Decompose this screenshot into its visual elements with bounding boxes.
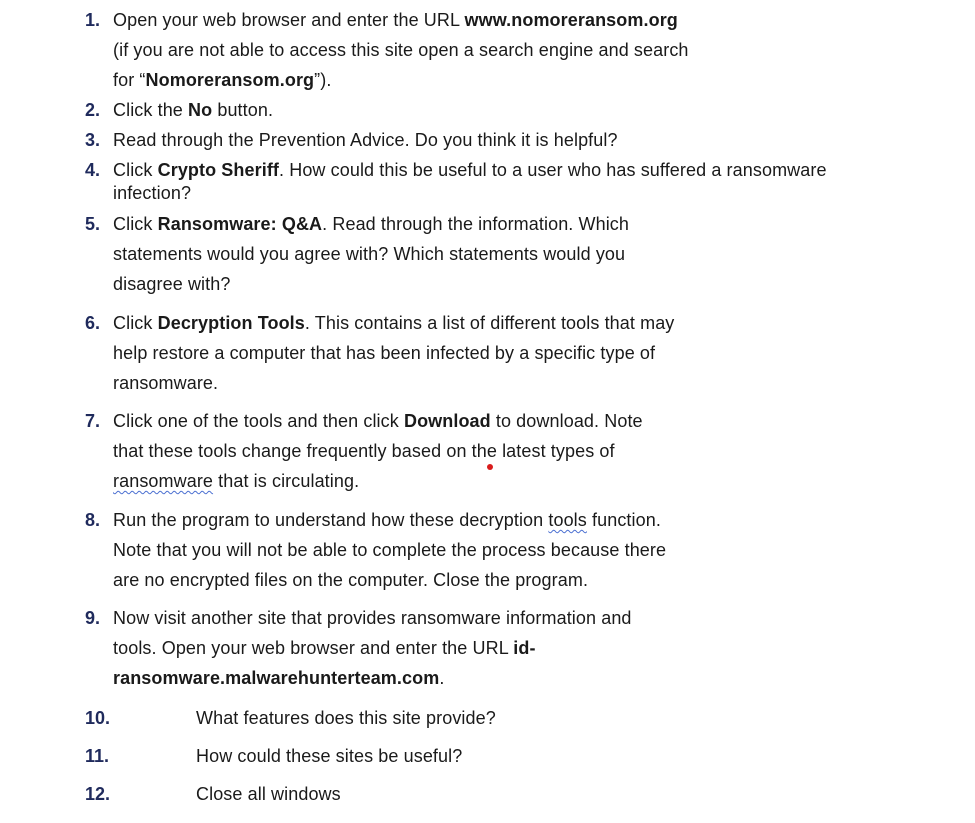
bold-text: id- [513, 638, 536, 658]
text-run: Click [113, 214, 158, 234]
step-number: 4. [85, 160, 101, 180]
text-line [113, 663, 963, 693]
text-run: that these tools change frequently based on the latest types of [113, 441, 615, 461]
text-line [113, 308, 963, 338]
step-number: 5. [85, 214, 101, 234]
text-line [113, 5, 963, 35]
step-number: 9. [85, 608, 101, 628]
cursor-dot [487, 464, 493, 470]
step-text [113, 209, 963, 299]
step-text [113, 5, 963, 95]
text-line [196, 741, 975, 771]
text-line [113, 406, 963, 436]
text-run: . How could this be useful to a user who has suffered a ransomware [279, 160, 827, 180]
spellcheck-text: tools [548, 510, 587, 530]
text-run: Run the program to understand how these decryption [113, 510, 549, 530]
text-run: . Read through the information. Which [322, 214, 630, 234]
text-line [113, 535, 963, 565]
text-run: Now visit another site that provides ransomware information and [113, 608, 632, 628]
text-run: Note that you will not be able to complete the process because there [113, 540, 667, 560]
step-text [113, 95, 963, 125]
step-text [196, 779, 975, 809]
text-run: Close all windows [196, 784, 341, 804]
text-run: disagree with? [113, 274, 231, 294]
text-line [113, 65, 963, 95]
text-line [113, 159, 963, 182]
step-number: 1. [85, 10, 101, 30]
text-run: tools. Open your web browser and enter the URL [113, 638, 514, 658]
text-run: infection? [113, 183, 192, 203]
text-run: Click [113, 313, 158, 333]
bold-text: No [188, 100, 213, 120]
text-line [113, 565, 963, 595]
text-run: . This contains a list of different tools that may [304, 313, 675, 333]
text-line [196, 703, 975, 733]
text-run: to download. Note [490, 411, 643, 431]
text-line [113, 95, 963, 125]
step-number: 11. [85, 746, 110, 766]
bold-text: www.nomoreransom.org [464, 10, 678, 30]
text-run: Read through the Prevention Advice. Do you think it is helpful? [113, 130, 618, 150]
text-line [113, 505, 963, 535]
step-text [196, 741, 975, 771]
bold-text: Download [403, 411, 491, 431]
step-text [113, 125, 963, 155]
text-run: help restore a computer that has been infected by a specific type of [113, 343, 656, 363]
text-line [113, 239, 963, 269]
text-run: ”). [314, 70, 332, 90]
text-run: How could these sites be useful? [196, 746, 463, 766]
text-line [113, 182, 963, 205]
text-run: Click one of the tools and then click [113, 411, 404, 431]
text-run: Open your web browser and enter the URL [113, 10, 465, 30]
step-number: 2. [85, 100, 101, 120]
text-run: button. [212, 100, 274, 120]
text-run: for “ [113, 70, 146, 90]
text-line [113, 209, 963, 239]
bold-text: Ransomware: Q&A [157, 214, 323, 234]
text-line [196, 779, 975, 809]
text-run: are no encrypted files on the computer. Close the program. [113, 570, 589, 590]
step-text [113, 505, 963, 595]
bold-text: Nomoreransom.org [145, 70, 315, 90]
text-run: (if you are not able to access this site open a search engine and search [113, 40, 689, 60]
step-number: 8. [85, 510, 101, 530]
text-run: Click [113, 160, 158, 180]
text-run: ransomware. [113, 373, 219, 393]
spellcheck-text: ransomware [113, 471, 214, 491]
text-line [113, 269, 963, 299]
text-run: Click the [113, 100, 189, 120]
step-text [113, 406, 963, 496]
text-line [113, 338, 963, 368]
text-run: function. [586, 510, 661, 530]
text-line [113, 35, 963, 65]
step-text [113, 155, 963, 205]
text-run: . [439, 668, 445, 688]
text-run: statements would you agree with? Which statements would you [113, 244, 626, 264]
bold-text: Crypto Sheriff [157, 160, 280, 180]
text-run: What features does this site provide? [196, 708, 496, 728]
step-number: 3. [85, 130, 101, 150]
step-number: 7. [85, 411, 101, 431]
text-line [113, 603, 963, 633]
text-run: that is circulating. [213, 471, 360, 491]
step-text [113, 603, 963, 693]
text-line [113, 125, 963, 155]
text-line [113, 633, 963, 663]
text-line [113, 436, 963, 466]
step-number: 6. [85, 313, 101, 333]
step-number: 12. [85, 784, 111, 804]
step-number: 10. [85, 708, 111, 728]
text-line [113, 466, 963, 496]
bold-text: ransomware.malwarehunterteam.com [113, 668, 440, 688]
bold-text: Decryption Tools [157, 313, 305, 333]
step-text [113, 308, 963, 398]
step-text [196, 703, 975, 733]
text-line [113, 368, 963, 398]
